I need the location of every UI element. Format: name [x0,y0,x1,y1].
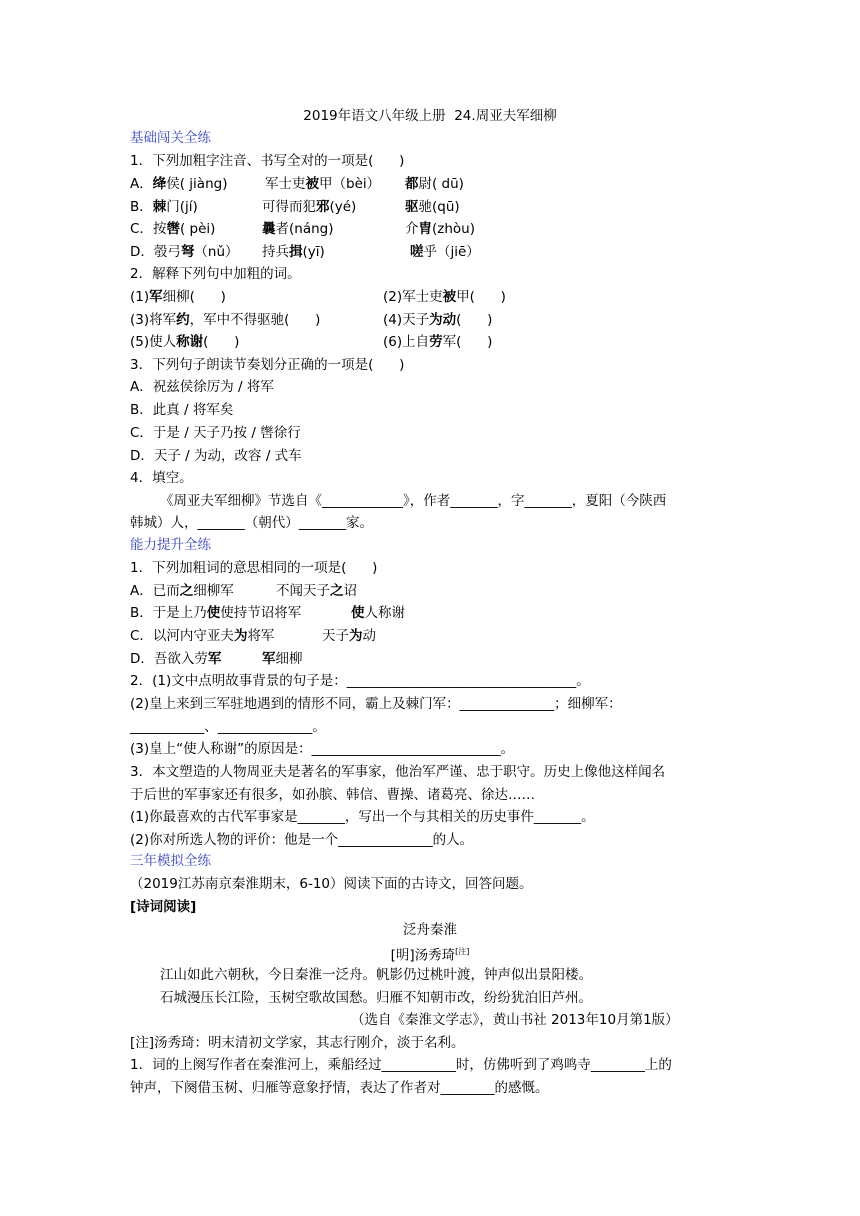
question-stem: 4．填空。 [130,470,193,486]
option-b: B．棘门(jí) [130,199,198,215]
fill-blank-line: 钟声，下阕借玉树、归雁等意象抒情，表达了作者对________的感慨。 [130,1080,549,1096]
sub-item-4: (4)天子为动( ) [383,312,493,328]
option-d: D．天子 / 为动，改容 / 式车 [130,448,302,464]
option-a: A．祝兹侯徐厉为 / 将军 [130,379,274,395]
question-stem: 2．解释下列句中加粗的词。 [130,266,301,282]
footnote-marker: [注] [455,947,470,956]
option-c-item2: 天子为动 [322,628,376,644]
fill-blank-line: ___________、______________。 [130,719,326,735]
section-heading-ability: 能力提升全练 [130,537,211,553]
sub-item-1: (1)军细柳( ) [130,289,226,305]
sub-item-6: (6)上自劳军( ) [383,334,493,350]
option-c: C．按辔( pèi) [130,221,216,237]
reading-intro: （2019江苏南京秦淮期末，6-10）阅读下面的古诗文，回答问题。 [130,876,533,892]
document-title: 2019年语文八年级上册 24.周亚夫军细柳 [303,108,557,124]
option-c-item2: 曩者(náng) [262,221,334,237]
question-stem: 1．下列加粗字注音、书写全对的一项是( ) [130,153,405,169]
option-d-item3: 嗟乎（jiē） [410,244,480,260]
poem-author: [明]汤秀琦[注] [390,947,470,964]
poem-title: 泛舟秦淮 [403,922,457,938]
poem-footnote: [注]汤秀琦：明末清初文学家，其志行刚介，淡于名利。 [130,1035,465,1051]
poem-line: 江山如此六朝秋，今日秦淮一泛舟。帆影仍过桃叶渡，钟声似出景阳楼。 [160,967,592,983]
paragraph-line: 3．本文塑造的人物周亚夫是著名的军事家，他治军严谨、忠于职守。历史上像他这样闻名 [130,764,666,780]
option-a-item2: 不闻天子之诏 [276,583,357,599]
option-b-item2: 可得而犯邪(yé) [262,199,357,215]
option-b-item3: 驱驰(qū) [405,199,460,215]
option-d-item2: 持兵揖(yī) [262,244,325,260]
poem-line: 石城漫压长江险，玉树空歌故国愁。归雁不知朝市改，纷纷犹泊旧芦州。 [160,990,592,1006]
option-a: A．已而之细柳军 [130,583,234,599]
fill-blank-line: (3)皇上“使人称谢”的原因是：____________________________。 [130,741,515,757]
fill-blank-line: 1．词的上阕写作者在秦淮河上，乘船经过___________时，仿佛听到了鸡鸣寺________上的 [130,1057,672,1073]
fill-blank-line: 《周亚夫军细柳》节选自《____________》，作者_______，字_______，夏阳（今陕西 [160,493,667,509]
option-b: B．于是上乃使使持节诏将军 [130,605,302,621]
fill-blank-line: 韩城）人，_______（朝代）_______家。 [130,515,373,531]
option-a-item2: 军士吏被甲（bèi） [265,176,381,192]
poem-source: （选自《秦淮文学志》，黄山书社 2013年10月第1版） [351,1012,679,1028]
sub-item-3: (3)将军约，军中不得驱驰( ) [130,312,321,328]
sub-item-2: (2)军士吏被甲( ) [383,289,506,305]
option-b: B．此真 / 将军矣 [130,402,234,418]
option-c-item3: 介胄(zhòu) [405,221,475,237]
option-c: C．以河内守亚夫为将军 [130,628,275,644]
option-d: D．吾欲入劳军 [130,651,222,667]
option-d: D．彀弓弩（nǔ） [130,244,239,260]
poem-heading: [诗词阅读] [130,899,197,915]
option-b-item2: 使人称谢 [351,605,405,621]
option-d-item2: 军细柳 [262,651,303,667]
sub-item-5: (5)使人称谢( ) [130,334,240,350]
fill-blank-line: (1)你最喜欢的古代军事家是_______，写出一个与其相关的历史事件_______。 [130,809,595,825]
paragraph-line: 于后世的军事家还有很多，如孙膑、韩信、曹操、诸葛亮、徐达…… [130,787,535,803]
fill-blank-line: (2)皇上来到三军驻地遇到的情形不同，霸上及棘门军：______________；细柳军： [130,696,622,712]
question-stem: 1．下列加粗词的意思相同的一项是( ) [130,560,378,576]
option-c: C．于是 / 天子乃按 / 辔徐行 [130,425,301,441]
section-heading-basic: 基础闯关全练 [130,130,211,146]
fill-blank-line: (2)你对所选人物的评价：他是一个______________的人。 [130,832,474,848]
option-a-item3: 都尉( dū) [405,176,464,192]
question-stem: 3．下列句子朗读节奏划分正确的一项是( ) [130,357,405,373]
section-heading-mock: 三年模拟全练 [130,853,211,869]
fill-blank-line: 2．(1)文中点明故事背景的句子是：__________________________________。 [130,673,590,689]
option-a: A．绛侯( jiàng) [130,176,228,192]
